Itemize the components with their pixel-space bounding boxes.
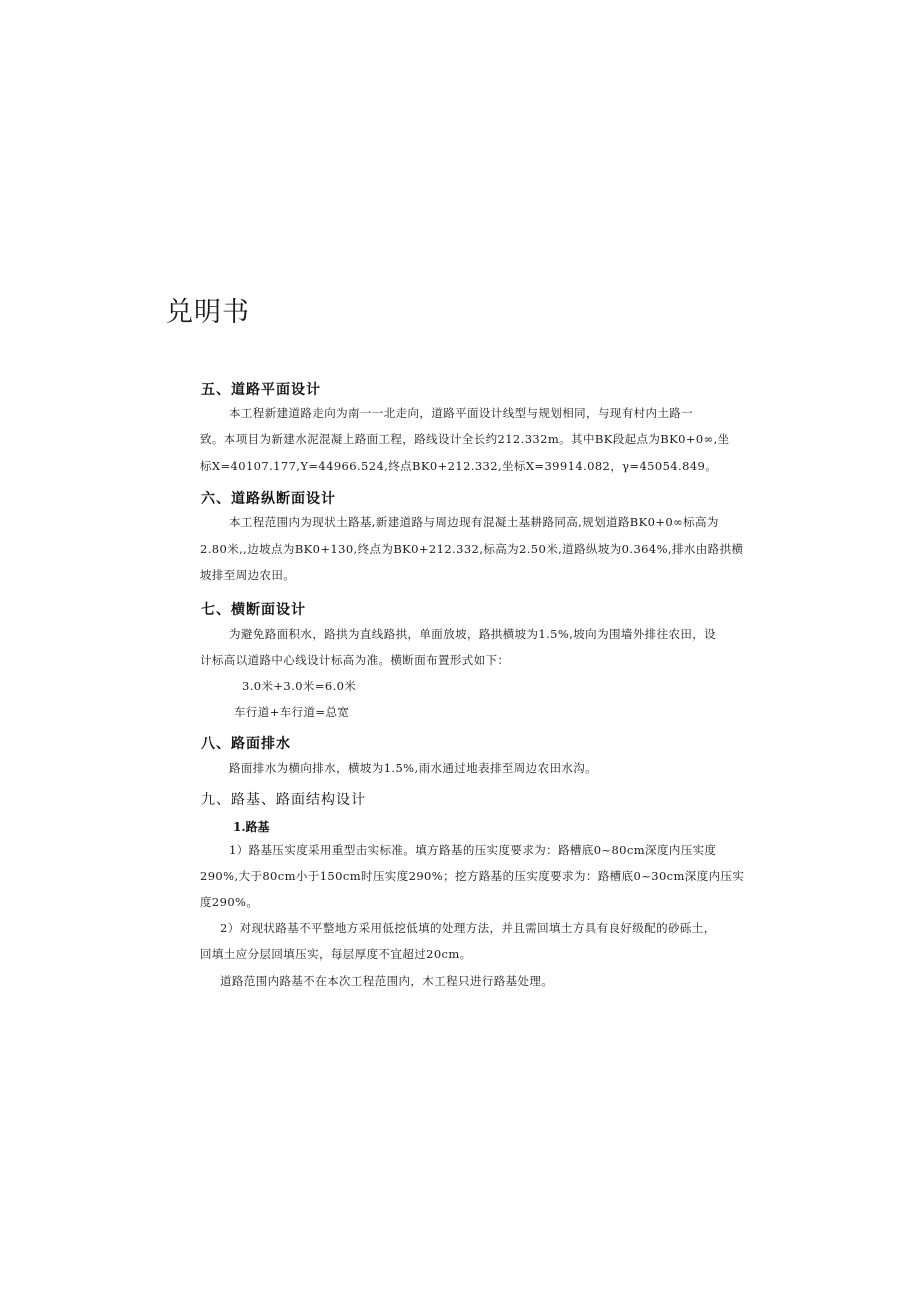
paragraph-line: 路面排水为横向排水，横坡为1.5%,雨水通过地表排至周边农田水沟。 <box>229 761 598 775</box>
paragraph-line: 2.80米,,边坡点为BK0+130,终点为BK0+212.332,标高为2.50米,道路纵坡为0.364%,排水由路拱横 <box>200 542 744 556</box>
paragraph-line: 回填土应分层回填压实，每层厚度不宜超过20cm。 <box>200 947 472 961</box>
document-title: 兑明书 <box>166 297 250 328</box>
section-heading-cross-section: 七、横断面设计 <box>201 602 306 618</box>
subsection-heading-subgrade: 1.路基 <box>233 820 270 834</box>
paragraph-line: 度290%。 <box>200 895 259 909</box>
section-heading-structure-design: 九、路基、路面结构设计 <box>201 792 366 808</box>
paragraph-line: 计标高以道路中心线设计标高为准。横断面布置形式如下： <box>200 653 510 667</box>
paragraph-line: 道路范围内路基不在本次工程范围内，木工程只进行路基处理。 <box>220 974 554 988</box>
paragraph-line: 290%,大于80cm小于150cm时压实度290%；挖方路基的压实度要求为：路槽底0~30cm深度内压实 <box>200 869 745 883</box>
section-heading-drainage: 八、路面排水 <box>201 736 291 752</box>
section-heading-plan-design: 五、道路平面设计 <box>201 382 321 398</box>
paragraph-line: 坡排至周边农田。 <box>200 568 296 582</box>
paragraph-line: 本工程新建道路走向为南一一北走向，道路平面设计线型与规划相同，与现有村内土路一 <box>229 406 694 420</box>
paragraph-line: 2）对现状路基不平整地方采用低挖低填的处理方法，并且需回填土方具有良好级配的砂砾土， <box>220 921 716 935</box>
paragraph-line: 标X=40107.177,Y=44966.524,终点BK0+212.332,坐标X=39914.082，γ=45054.849。 <box>200 459 718 473</box>
cross-section-formula: 3.0米+3.0米=6.0米 <box>242 679 357 693</box>
cross-section-formula-labels: 车行道+车行道=总宽 <box>234 705 350 719</box>
paragraph-line: 致。本项目为新建水泥混凝上路面工程，路线设计全长约212.332m。其中BK段起点为BK0+0∞,坐 <box>200 432 730 446</box>
paragraph-line: 为避免路面积水，路拱为直线路拱，单面放坡，路拱横坡为1.5%,坡向为围墙外排往农田，设 <box>229 627 717 641</box>
paragraph-line: 本工程范围内为现状土路基,新建道路与周边现有混凝土基耕路同高,规划道路BK0+0∞标高为 <box>229 515 719 529</box>
section-heading-profile-design: 六、道路纵断面设计 <box>201 491 336 507</box>
paragraph-line: 1）路基压实度采用重型击实标准。填方路基的压实度要求为：路槽底0~80cm深度内压实度 <box>229 843 717 857</box>
